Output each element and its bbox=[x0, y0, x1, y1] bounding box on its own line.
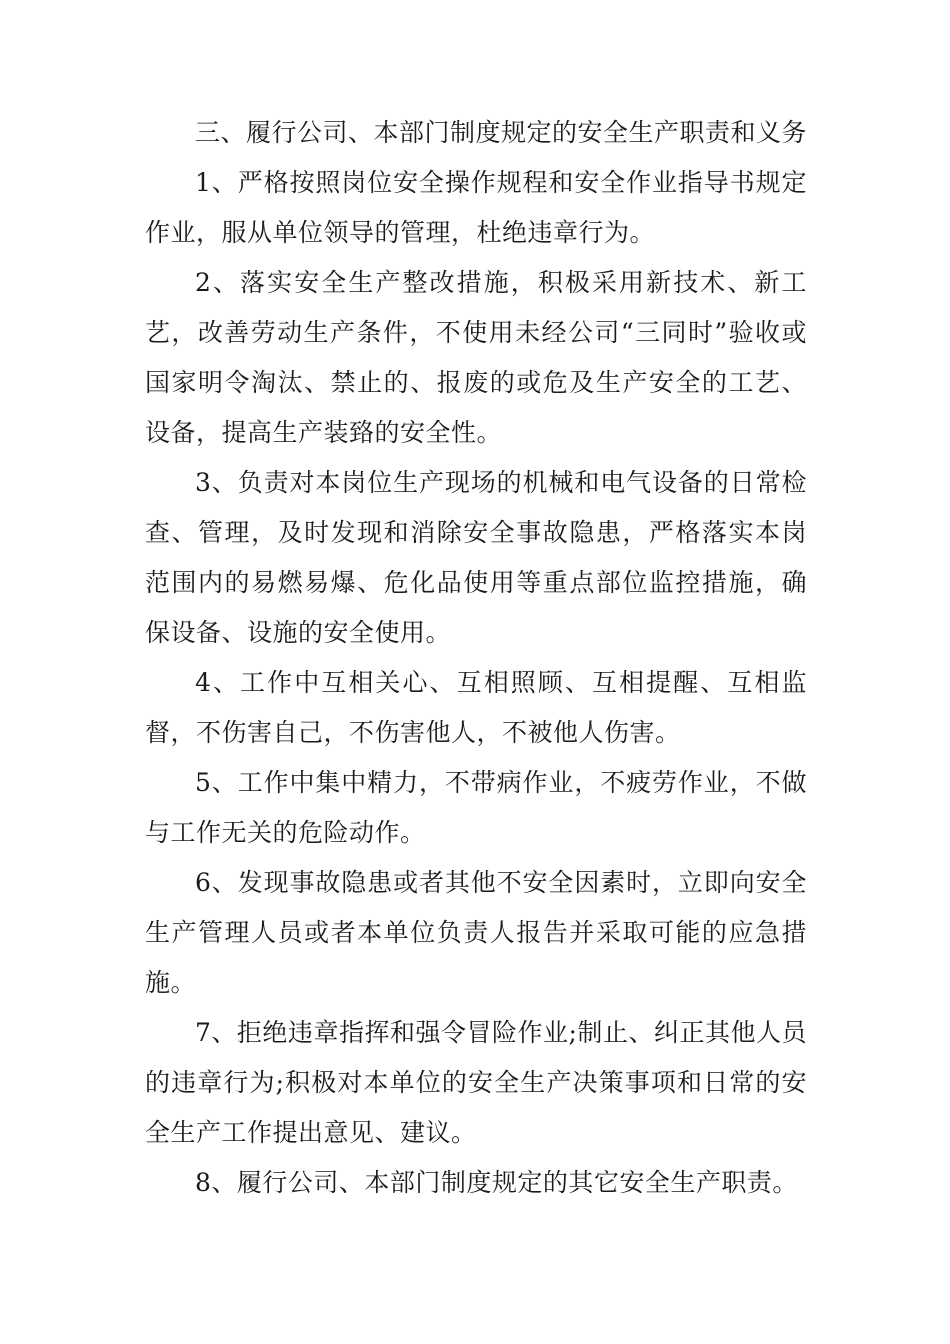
document-body bbox=[145, 108, 807, 1208]
section-heading: 三、履行公司、本部门制度规定的安全生产职责和义务 bbox=[195, 118, 808, 147]
paragraph-4: 4、工作中互相关心、互相照顾、互相提醒、互相监督，不伤害自己，不伤害他人，不被他人伤害。 bbox=[145, 668, 807, 747]
paragraph-2: 2、落实安全生产整改措施，积极采用新技术、新工艺，改善劳动生产条件，不使用未经公司“三同时”验收或国家明令淘汰、禁止的、报废的或危及生产安全的工艺、设备，提高生产装臵的安全性。 bbox=[145, 268, 807, 447]
paragraph-1: 1、严格按照岗位安全操作规程和安全作业指导书规定作业，服从单位领导的管理，杜绝违章行为。 bbox=[145, 168, 807, 247]
paragraph-3: 3、负责对本岗位生产现场的机械和电气设备的日常检查、管理，及时发现和消除安全事故隐患，严格落实本岗范围内的易燃易爆、危化品使用等重点部位监控措施，确保设备、设施的安全使用。 bbox=[145, 468, 807, 647]
paragraph-7: 7、拒绝违章指挥和强令冒险作业;制止、纠正其他人员的违章行为;积极对本单位的安全生产决策事项和日常的安全生产工作提出意见、建议。 bbox=[145, 1018, 807, 1147]
paragraph-8: 8、履行公司、本部门制度规定的其它安全生产职责。 bbox=[195, 1168, 798, 1197]
paragraph-5: 5、工作中集中精力，不带病作业，不疲劳作业，不做与工作无关的危险动作。 bbox=[145, 768, 807, 847]
paragraph-6: 6、发现事故隐患或者其他不安全因素时，立即向安全生产管理人员或者本单位负责人报告并采取可能的应急措施。 bbox=[145, 868, 807, 997]
